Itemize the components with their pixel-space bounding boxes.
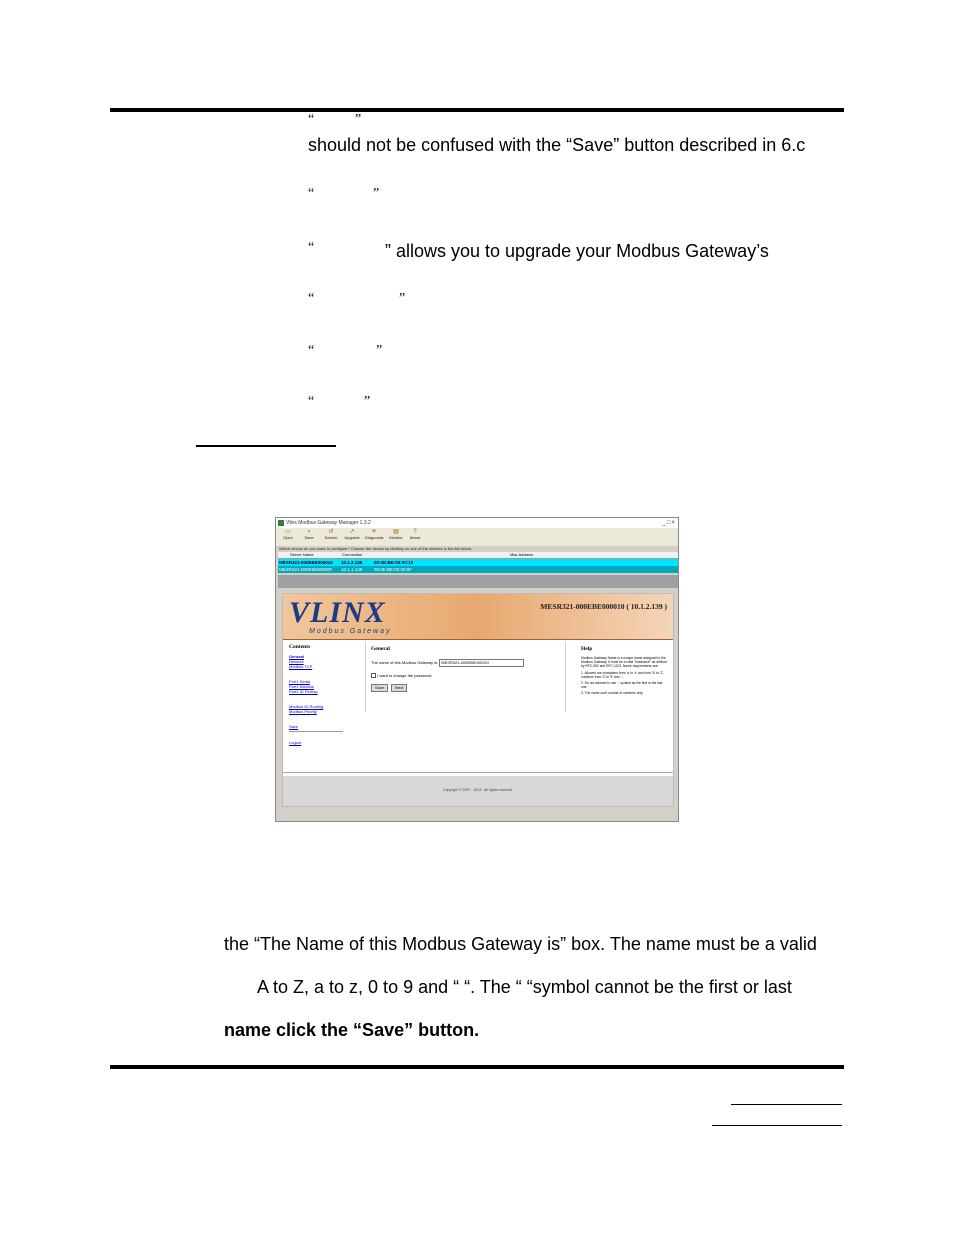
table-header: [278, 552, 678, 559]
window-controls[interactable]: _□×: [662, 520, 676, 526]
body-line-2: ” allows you to upgrade your Modbus Gateway’s: [385, 241, 769, 261]
device-prompt: Which device do you want to configure? Choose the device by clicking on one of the devices in the list below.: [279, 546, 473, 551]
general-heading: General: [371, 646, 390, 652]
help-rule-1: 1. Allowed are characters from 'a' to 'z' and from 'A' to 'Z', numbers from '0' to '9' and '-'.: [581, 670, 665, 679]
toolbar-save-button[interactable]: ▪ Save: [304, 529, 314, 540]
upgrade-icon: ↗: [349, 529, 355, 535]
close-quote: ”: [376, 343, 383, 358]
open-quote: “: [308, 394, 315, 409]
password-checkbox[interactable]: [371, 673, 376, 678]
body-line-1: should not be confused with the “Save” button described in 6.c: [308, 135, 806, 155]
gateway-name-input[interactable]: MESR321-000EBE000010: [439, 659, 524, 667]
footer-link-underline[interactable]: [731, 1104, 842, 1105]
nav-link-port1-id-remap[interactable]: Port1 ID Remap: [289, 689, 318, 694]
close-quote: ”: [355, 112, 362, 127]
logo-subtitle: Modbus Gateway: [309, 628, 392, 635]
help-rule-2: 2. It's not allowed to use '-' symbol as the first or the last one.: [581, 681, 663, 690]
toolbar-open-button[interactable]: ▭ Open: [283, 529, 293, 540]
contents-heading: Contents: [289, 644, 311, 650]
nav-link-port1-serial[interactable]: Port1 Serial: [289, 679, 310, 684]
app-icon: [278, 520, 284, 526]
general-column: [371, 639, 561, 692]
toolbar-about-button[interactable]: ? About: [409, 529, 421, 540]
footer-link-underline[interactable]: [712, 1125, 842, 1126]
vlinx-banner: [283, 594, 673, 640]
app-screenshot: [275, 517, 679, 822]
bottom-rule: [110, 1065, 844, 1069]
nav-link-save[interactable]: Save: [289, 724, 299, 729]
open-quote: “: [308, 186, 315, 201]
search-icon: ↺: [328, 529, 334, 535]
help-rule-3: 3. The name can't consist of numbers only.: [581, 691, 644, 696]
web-config-panel: [282, 593, 674, 807]
contents-column: [289, 639, 349, 745]
toolbar: [276, 528, 678, 546]
close-quote: ”: [373, 186, 380, 201]
toolbar-upgrade-button[interactable]: ↗ Upgrade: [344, 529, 360, 540]
toolbar-diagnostic-button[interactable]: ✳ Diagnostic: [365, 529, 384, 540]
device-table: [278, 552, 678, 573]
nav-link-modbus-priority[interactable]: Modbus Priority: [289, 709, 317, 714]
content-separator: [283, 772, 673, 773]
list-empty-area: [278, 575, 678, 588]
close-quote: ”: [364, 394, 371, 409]
close-quote: ”: [399, 291, 406, 306]
column-divider: [565, 642, 566, 712]
body-paragraph-1: the “The Name of this Modbus Gateway is” box. The name must be a valid: [224, 934, 817, 954]
folder-icon: ▭: [285, 529, 291, 535]
help-text: Modbus Gateway Name is a unique name assigned to the Modbus Gateway. It must be a valid "hostname" as defined by RFC-952 and RFC-1123. Name requirements are:: [581, 656, 668, 669]
open-quote: “: [308, 240, 315, 255]
column-header[interactable]: Mac Address: [510, 552, 534, 557]
nav-divider: [289, 731, 343, 732]
toolbar-monitor-button[interactable]: ▤ Monitor: [389, 529, 403, 540]
column-header[interactable]: Server Name: [290, 552, 314, 557]
column-header[interactable]: Connection: [342, 552, 363, 557]
window-title: Vlinx Modbus Gateway Manager 1.3.2: [286, 520, 371, 526]
disk-icon: ▪: [307, 529, 311, 535]
open-quote: “: [308, 343, 315, 358]
table-row[interactable]: MESR321-000E9E00000F 10.1.1.138 00:0E:BE:00:00:0F: [278, 566, 678, 573]
device-identifier: MESR321-000EBE000010 ( 10.1.2.139 ): [540, 602, 667, 611]
help-heading: Help: [581, 646, 593, 652]
nav-link-logout[interactable]: Logout: [289, 740, 302, 745]
top-rule: [110, 108, 844, 112]
toolbar-search-button[interactable]: ↺ Search: [324, 529, 338, 540]
diagnostic-icon: ✳: [371, 529, 377, 535]
nav-link-general[interactable]: General: [289, 654, 304, 659]
help-icon: ?: [413, 529, 417, 535]
open-quote: “: [308, 291, 315, 306]
open-quote: “: [308, 112, 315, 127]
column-divider: [365, 642, 366, 712]
copyright-text: Copyright © 2007 - 2013 . All rights reserved.: [443, 788, 513, 792]
section-heading-underline: [196, 445, 336, 447]
body-paragraph-2: A to Z, a to z, 0 to 9 and “ “. The “ “symbol cannot be the first or last: [257, 977, 792, 997]
table-row[interactable]: MESR321-000EBE000010 10.1.2.139 00:0E:BE:00:00:10: [278, 559, 678, 566]
help-column: [581, 639, 669, 696]
next-button[interactable]: Next: [391, 684, 407, 692]
web-footer: [283, 776, 673, 806]
monitor-icon: ▤: [393, 529, 399, 535]
nav-link-port1-modbus[interactable]: Port1 Modbus: [289, 684, 314, 689]
password-checkbox-label: I want to change the password.: [377, 673, 433, 678]
nav-link-modbus-tcp[interactable]: Modbus TCP: [289, 664, 313, 669]
body-paragraph-3: name click the “Save” button.: [224, 1020, 480, 1040]
name-label: The name of this Modbus Gateway is:: [371, 660, 439, 666]
vlinx-logo: VLINX: [289, 596, 386, 629]
nav-link-network[interactable]: Network: [289, 659, 304, 664]
nav-link-modbus-id-routing[interactable]: Modbus ID Routing: [289, 704, 324, 709]
save-button[interactable]: Save: [371, 684, 388, 692]
